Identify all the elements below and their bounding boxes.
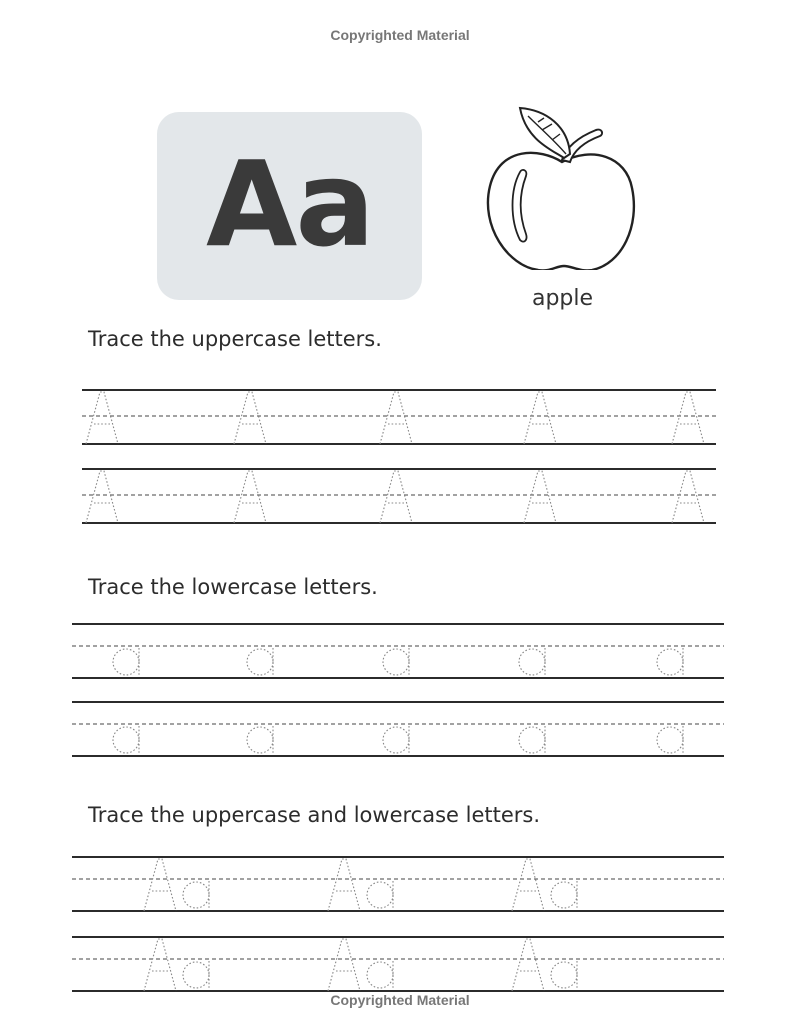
trace-letter-A	[234, 392, 266, 444]
trace-letters-Aa	[512, 859, 577, 911]
trace-letter-a	[519, 648, 545, 676]
handwriting-band-mixed-2	[72, 935, 726, 995]
trace-letter-a	[383, 648, 409, 676]
trace-letters-Aa	[328, 859, 393, 911]
handwriting-band-mixed-1	[72, 855, 726, 915]
trace-letters-Aa	[144, 859, 209, 911]
trace-letter-A	[672, 392, 704, 444]
handwriting-band-uppercase-1	[82, 388, 718, 448]
trace-letter-a	[247, 726, 273, 754]
featured-letters: Aa	[206, 135, 373, 273]
instruction-mixed: Trace the uppercase and lowercase letters.	[88, 803, 541, 827]
watermark-bottom: Copyrighted Material	[330, 992, 470, 1008]
trace-letter-A	[86, 471, 118, 523]
trace-letter-a	[657, 726, 683, 754]
trace-letter-A	[380, 392, 412, 444]
tracing-row	[72, 935, 726, 995]
trace-letter-A	[524, 392, 556, 444]
instruction-lowercase: Trace the lowercase letters.	[88, 575, 378, 599]
trace-letter-A	[86, 392, 118, 444]
letter-card	[157, 112, 422, 300]
instruction-uppercase: Trace the uppercase letters.	[88, 327, 382, 351]
tracing-row	[72, 855, 726, 915]
tracing-row	[82, 388, 718, 448]
tracing-row	[72, 622, 726, 682]
trace-letter-a	[247, 648, 273, 676]
trace-letter-A	[380, 471, 412, 523]
trace-letter-a	[113, 648, 139, 676]
handwriting-band-lowercase-1	[72, 622, 726, 682]
trace-letter-a	[113, 726, 139, 754]
trace-letter-a	[519, 726, 545, 754]
tracing-row	[72, 700, 726, 760]
trace-letters-Aa	[144, 939, 209, 991]
apple-icon	[480, 100, 645, 270]
trace-letter-a	[657, 648, 683, 676]
trace-letters-Aa	[512, 939, 577, 991]
trace-letter-A	[672, 471, 704, 523]
picture-word: apple	[531, 286, 594, 311]
handwriting-band-lowercase-2	[72, 700, 726, 760]
trace-letter-a	[383, 726, 409, 754]
trace-letter-A	[524, 471, 556, 523]
tracing-row	[82, 467, 718, 527]
watermark-top: Copyrighted Material	[330, 27, 470, 43]
trace-letter-A	[234, 471, 266, 523]
handwriting-band-uppercase-2	[82, 467, 718, 527]
trace-letters-Aa	[328, 939, 393, 991]
